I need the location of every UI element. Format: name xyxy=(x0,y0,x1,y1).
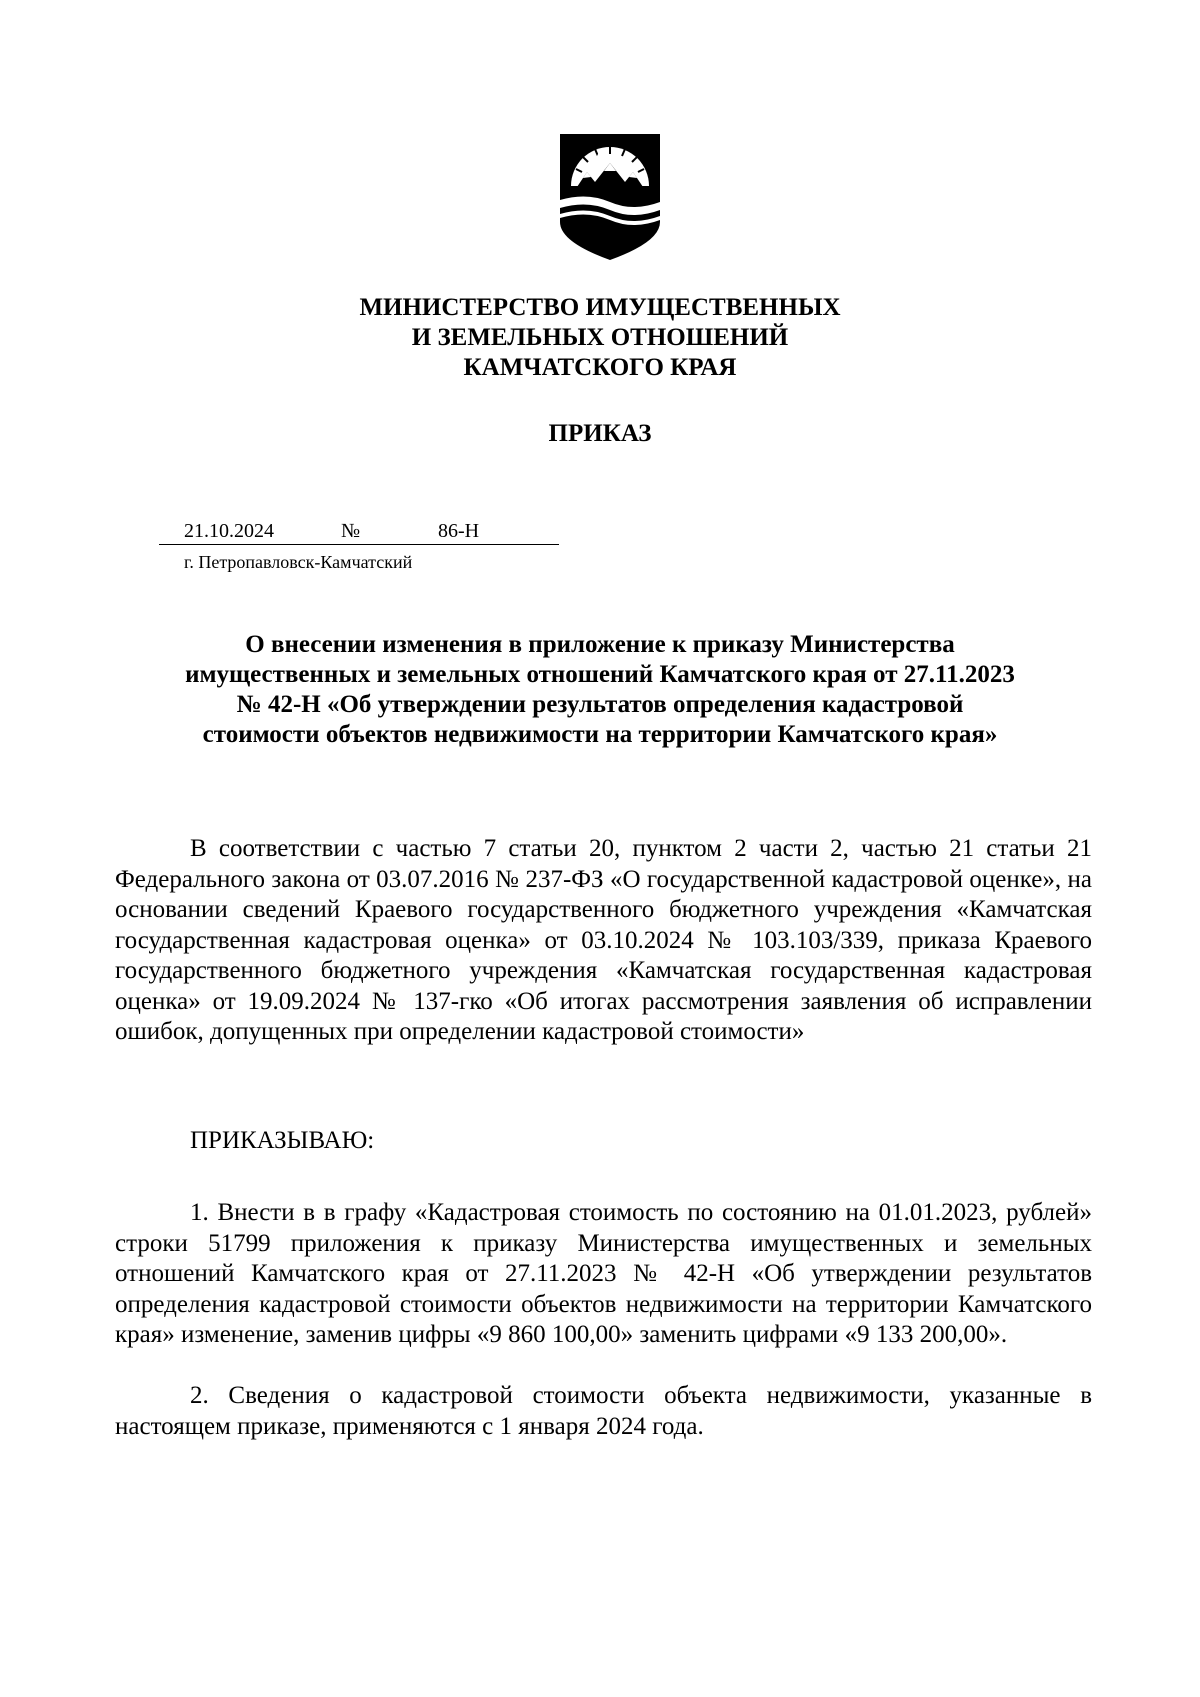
order-item-1: 1. Внести в в графу «Кадастровая стоимость по состоянию на 01.01.2023, рублей» строки 51799 приложения к приказу Министерства имущественных и земельных отношений Камчатского края от 27.11.2023 № 42-Н «Об утверждении результатов определения кадастровой стоимости объектов недвижимости на территории Камчатского края» изменение, заменив цифры «9 860 100,00» заменить цифрами «9 133 200,00». xyxy=(115,1199,1092,1348)
order-date: 21.10.2024 xyxy=(184,520,274,542)
registration-line xyxy=(159,518,559,545)
coat-of-arms-icon xyxy=(557,130,663,262)
title-line-3: № 42-Н «Об утверждении результатов определения кадастровой xyxy=(236,691,964,718)
document-type: ПРИКАЗ xyxy=(548,420,652,447)
ministry-line-3: КАМЧАТСКОГО КРАЯ xyxy=(463,354,737,381)
title-line-1: О внесении изменения в приложение к приказу Министерства xyxy=(245,631,955,658)
order-number: 86-Н xyxy=(438,520,480,542)
order-word: ПРИКАЗЫВАЮ: xyxy=(190,1127,375,1154)
city-name: г. Петропавловск-Камчатский xyxy=(184,552,413,572)
document-title xyxy=(100,630,1100,750)
number-sign: № xyxy=(341,520,361,542)
ministry-line-1: МИНИСТЕРСТВО ИМУЩЕСТВЕННЫХ xyxy=(359,294,841,321)
preamble-paragraph: В соответствии с частью 7 статьи 20, пунктом 2 части 2, частью 21 статьи 21 Федерального закона от 03.07.2016 № 237-ФЗ «О государственной кадастровой оценке», на основании сведений Краевого государственного бюджетного учреждения «Камчатская государственная кадастровая оценка» от 03.10.2024 № 103.103/339, приказа Краевого государственного бюджетного учреждения «Камчатская государственная кадастровая оценка» от 19.09.2024 № 137-гко «Об итогах рассмотрения заявления об исправлении ошибок, допущенных при определении кадастровой стоимости» xyxy=(115,835,1092,1045)
title-line-4: стоимости объектов недвижимости на территории Камчатского края» xyxy=(202,721,998,748)
ministry-name xyxy=(200,293,1000,383)
order-item-2: 2. Сведения о кадастровой стоимости объекта недвижимости, указанные в настоящем приказе, применяются с 1 января 2024 года. xyxy=(115,1382,1092,1440)
ministry-line-2: И ЗЕМЕЛЬНЫХ ОТНОШЕНИЙ xyxy=(411,324,789,351)
title-line-2: имущественных и земельных отношений Камчатского края от 27.11.2023 xyxy=(185,661,1015,688)
